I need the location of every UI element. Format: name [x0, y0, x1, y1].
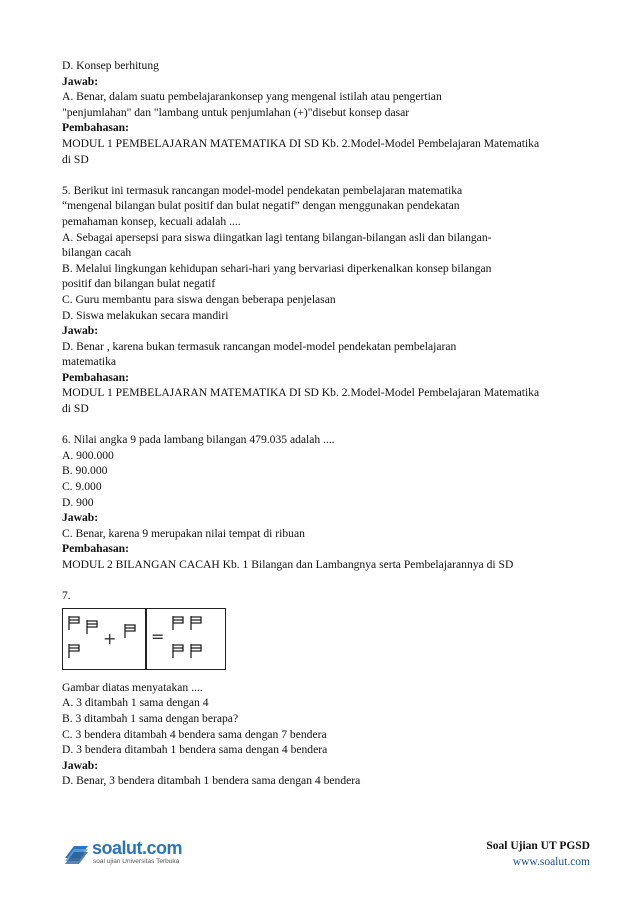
soalut-logo: [62, 836, 192, 870]
flag-icon: [171, 615, 185, 631]
text-line: B. 90.000: [62, 464, 108, 478]
text-line: matematika: [62, 355, 117, 369]
book-stack-icon: [62, 838, 90, 866]
text-line: C. Benar, karena 9 merupakan nilai tempat di ribuan: [62, 526, 305, 540]
text-line: di SD: [62, 152, 89, 166]
text-block-question-7-options: [62, 680, 592, 789]
text-line: pemahaman konsep, kecuali adalah ....: [62, 214, 241, 228]
text-line: Pembahasan:: [62, 370, 129, 384]
flag-icon: [189, 615, 203, 631]
text-line: B. Melalui lingkungan kehidupan sehari-hari yang bervariasi diperkenalkan konsep bilangan: [62, 261, 492, 275]
text-line: 6. Nilai angka 9 pada lambang bilangan 479.035 adalah ....: [62, 433, 335, 447]
text-line: D. Benar, 3 bendera ditambah 1 bendera sama dengan 4 bendera: [62, 774, 361, 788]
text-line: bilangan cacah: [62, 246, 132, 260]
blank-line: [62, 417, 592, 433]
flag-icon: [67, 615, 81, 631]
text-line: Jawab:: [62, 74, 99, 88]
footer-title: Soal Ujian UT PGSD: [486, 840, 590, 852]
figure-divider: [145, 609, 147, 669]
footer: [486, 838, 590, 870]
text-line: Pembahasan:: [62, 542, 129, 556]
text-line: D. Konsep berhitung: [62, 59, 159, 72]
document-body: [62, 58, 592, 789]
text-line: C. 9.000: [62, 480, 102, 494]
flag-icon: [171, 643, 185, 659]
blank-line: [62, 573, 592, 589]
text-line: Gambar diatas menyatakan ....: [62, 680, 203, 694]
text-line: C. Guru membantu para siswa dengan beberapa penjelasan: [62, 292, 336, 306]
flag-icon: [189, 643, 203, 659]
flag-icon: [85, 619, 99, 635]
text-line: C. 3 bendera ditambah 4 bendera sama dengan 7 bendera: [62, 727, 327, 741]
text-line: A. 900.000: [62, 448, 114, 462]
text-line: A. Sebagai apersepsi para siswa diingatkan lagi tentang bilangan-bilangan asli dan bilangan-: [62, 230, 492, 244]
text-line: MODUL 1 PEMBELAJARAN MATEMATIKA DI SD Kb. 2.Model-Model Pembelajaran Matematika: [62, 136, 540, 150]
flag-addition-figure: [62, 608, 226, 670]
text-line: A. 3 ditambah 1 sama dengan 4: [62, 696, 209, 710]
flag-icon: [123, 623, 137, 639]
text-line: D. Benar , karena bukan termasuk rancangan model-model pendekatan pembelajaran: [62, 339, 457, 353]
text-line: di SD: [62, 402, 89, 416]
text-line: Jawab:: [62, 511, 99, 525]
text-block-questions-4-7: [62, 58, 592, 604]
text-line: 5. Berikut ini termasuk rancangan model-model pendekatan pembelajaran matematika: [62, 183, 463, 197]
text-line: D. 3 bendera ditambah 1 bendera sama dengan 4 bendera: [62, 743, 328, 757]
equals-sign: =: [151, 626, 165, 646]
footer-url[interactable]: www.soalut.com: [512, 856, 590, 868]
blank-line: [62, 167, 592, 183]
text-line: “mengenal bilangan bulat positif dan bulat negatif” dengan menggunakan pendekatan: [62, 199, 460, 213]
text-line: Pembahasan:: [62, 121, 129, 135]
text-line: D. Siswa melakukan secara mandiri: [62, 308, 229, 322]
logo-brand-text: soalut.com: [92, 838, 183, 858]
plus-sign: +: [103, 628, 117, 648]
text-line: Jawab:: [62, 324, 99, 338]
text-line: MODUL 2 BILANGAN CACAH Kb. 1 Bilangan dan Lambangnya serta Pembelajarannya di SD: [62, 558, 514, 571]
logo-tagline: soal ujian Universitas Terbuka: [93, 858, 180, 865]
flag-icon: [67, 643, 81, 659]
text-line: A. Benar, dalam suatu pembelajarankonsep yang mengenal istilah atau pengertian: [62, 90, 442, 104]
text-line: Jawab:: [62, 758, 99, 772]
text-line: D. 900: [62, 495, 94, 509]
text-line: 7.: [62, 589, 71, 603]
text-line: "penjumlahan" dan "lambang untuk penjumlahan (+)"disebut konsep dasar: [62, 105, 410, 119]
text-line: MODUL 1 PEMBELAJARAN MATEMATIKA DI SD Kb. 2.Model-Model Pembelajaran Matematika: [62, 386, 540, 400]
text-line: B. 3 ditambah 1 sama dengan berapa?: [62, 711, 239, 725]
text-line: positif dan bilangan bulat negatif: [62, 277, 216, 291]
